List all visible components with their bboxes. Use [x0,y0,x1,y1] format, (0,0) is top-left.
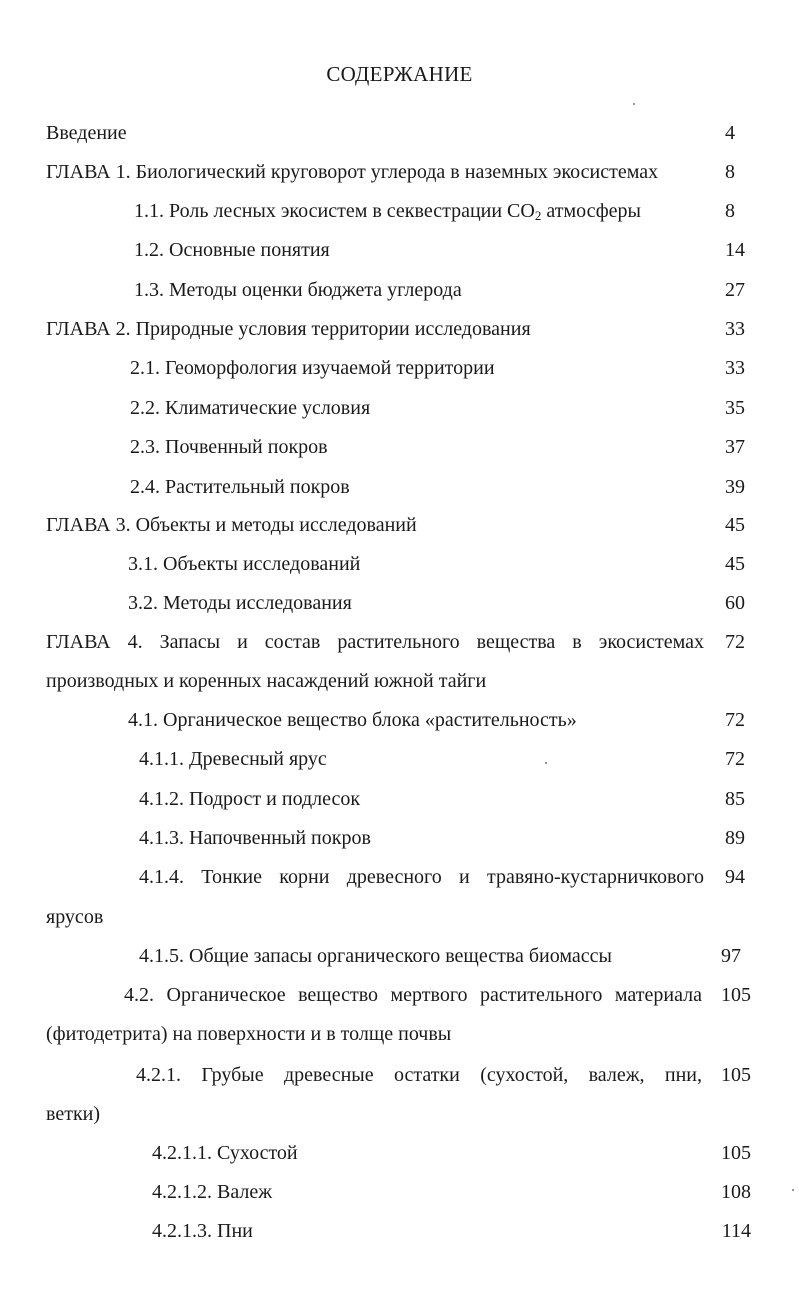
toc-entry-text: 2.4. Растительный покров [130,476,350,498]
toc-entry-text: 4.1. Органическое вещество блока «растительность» [128,709,577,731]
toc-entry[interactable] [0,551,799,577]
toc-entry-page: 105 [721,984,751,1006]
toc-entry-text: 2.1. Геоморфология изучаемой территории [130,357,495,379]
toc-entry[interactable] [0,786,799,812]
toc-entry-page: 114 [721,1220,751,1242]
toc-entry[interactable] [0,1179,799,1205]
toc-entry-page: 8 [725,200,735,222]
toc-entry-page: 8 [725,161,735,183]
toc-entry[interactable] [0,316,799,342]
toc-entry[interactable] [0,629,799,655]
toc-entry-text: 2.2. Климатические условия [130,397,371,419]
toc-entry[interactable] [0,198,799,224]
toc-entry-text-continued: ярусов [46,906,104,928]
toc-entry[interactable] [0,1062,799,1088]
toc-entry-text: ГЛАВА 2. Природные условия территории исследования [46,318,531,340]
toc-entry-text: 4.1.1. Древесный ярус [139,748,327,770]
toc-entry-page: 94 [725,866,745,888]
toc-entry-page: 60 [725,592,745,614]
toc-entry-text: 3.1. Объекты исследований [128,553,361,575]
scan-speck [633,103,635,105]
toc-entry-page: 45 [725,553,745,575]
toc-entry[interactable] [0,707,799,733]
toc-entry[interactable] [0,1218,799,1244]
toc-entry-continuation [0,904,799,930]
toc-entry-text: 4.2. Органическое вещество мертвого растительного материала [124,984,702,1006]
toc-entry-page: 45 [725,514,745,536]
toc-entry[interactable] [0,825,799,851]
toc-entry-text: Введение [46,122,127,144]
toc-entry-text-continued: производных и коренных насаждений южной тайги [46,670,487,692]
toc-entry[interactable] [0,1140,799,1166]
toc-entry-page: 105 [721,1064,751,1086]
toc-entry[interactable] [0,943,799,969]
toc-entry[interactable] [0,277,799,303]
toc-entry-text-continued: (фитодетрита) на поверхности и в толще почвы [46,1023,452,1045]
toc-entry[interactable] [0,590,799,616]
toc-entry-page: 4 [725,122,735,144]
toc-entry-page: 105 [721,1142,751,1164]
toc-entry-page: 14 [725,239,745,261]
toc-entry[interactable] [0,355,799,381]
toc-entry-page: 85 [725,788,745,810]
toc-entry-text: ГЛАВА 4. Запасы и состав растительного вещества в экосистемах [46,631,704,653]
toc-entry-text: 2.3. Почвенный покров [130,436,328,458]
toc-entry[interactable] [0,434,799,460]
toc-entry-text: 1.2. Основные понятия [134,239,330,261]
toc-entry[interactable] [0,237,799,263]
toc-entry-page: 72 [725,748,745,770]
toc-entry-text: 1.3. Методы оценки бюджета углерода [134,279,462,301]
toc-entry-page: 33 [725,357,745,379]
toc-entry-page: 89 [725,827,745,849]
toc-entry-page: 39 [725,476,745,498]
toc-entry-continuation [0,1021,799,1047]
toc-entry-continuation [0,668,799,694]
toc-entry[interactable] [0,512,799,538]
toc-entry[interactable] [0,982,799,1008]
toc-entry-page: 108 [721,1181,751,1203]
toc-entry-text: 4.1.2. Подрост и подлесок [139,788,361,810]
toc-entry-page: 33 [725,318,745,340]
toc-entry[interactable] [0,120,799,146]
toc-entry-text: 4.1.4. Тонкие корни древесного и травяно-кустарничкового [139,866,704,888]
toc-entry-text: ГЛАВА 3. Объекты и методы исследований [46,514,417,536]
toc-entry-page: 35 [725,397,745,419]
toc-entry-text-continued: ветки) [46,1103,101,1125]
toc-entry[interactable] [0,474,799,500]
toc-entry[interactable] [0,864,799,890]
toc-entry[interactable] [0,746,799,772]
toc-entry-text: ГЛАВА 1. Биологический круговорот углерода в наземных экосистемах [46,161,659,183]
page-title: СОДЕРЖАНИЕ [326,62,473,86]
toc-entry-page: 27 [725,279,745,301]
toc-entry-page: 37 [725,436,745,458]
toc-entry-page: 72 [725,631,745,653]
toc-entry-text: 4.1.3. Напочвенный покров [139,827,371,849]
toc-entry-text: 3.2. Методы исследования [128,592,352,614]
toc-entry-page: 97 [721,945,741,967]
toc-entry-text: 4.1.5. Общие запасы органического вещества биомассы [139,945,612,967]
toc-entry-text: 4.2.1.2. Валеж [152,1181,273,1203]
toc-entry-text: 4.2.1. Грубые древесные остатки (сухостой, валеж, пни, [136,1064,702,1086]
toc-entry[interactable] [0,159,799,185]
scan-speck [792,1189,794,1191]
toc-entry-text: 4.2.1.1. Сухостой [152,1142,298,1164]
toc-entry-text: 4.2.1.3. Пни [152,1220,253,1242]
toc-entry-text: 1.1. Роль лесных экосистем в секвестрации $CO_2$ атмосферы [134,200,641,223]
scan-speck [545,762,547,764]
toc-entry[interactable] [0,395,799,421]
toc-entry-continuation [0,1101,799,1127]
toc-entry-page: 72 [725,709,745,731]
